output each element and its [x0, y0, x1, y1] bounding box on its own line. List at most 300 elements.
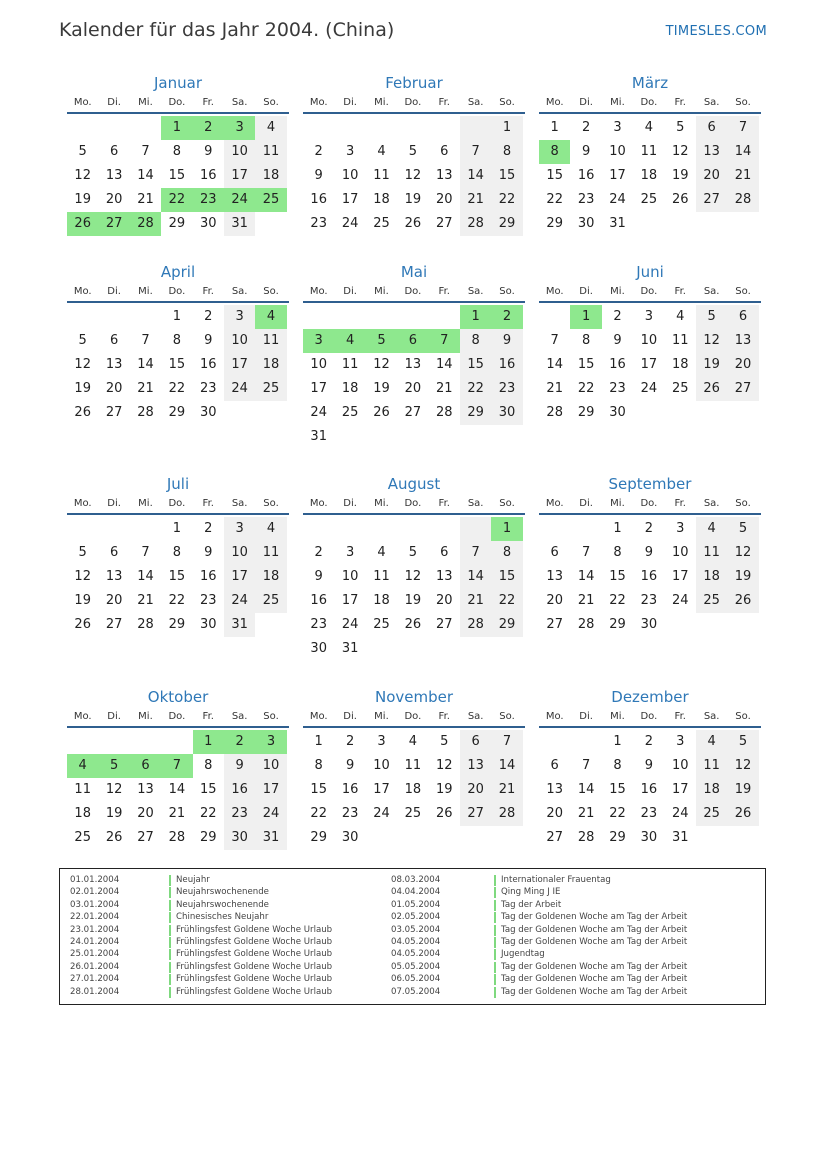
day-cell: 10 — [255, 754, 286, 778]
day-cell: 7 — [141, 545, 150, 560]
day-cell: 5 — [440, 734, 449, 749]
holiday-row — [70, 912, 390, 924]
weekday-header — [539, 283, 761, 303]
day-cell: 16 — [640, 782, 658, 797]
holiday-date: 26.01.2004 — [70, 961, 120, 972]
weekday-label: Mo. — [309, 711, 328, 722]
month-oktober — [67, 686, 289, 850]
day-cell: 25 — [671, 381, 689, 396]
day-cell: 17 — [224, 164, 255, 188]
holiday-day-cell: 3 — [303, 329, 334, 353]
day-cell: 16 — [199, 168, 217, 183]
day-cell: 2 — [314, 545, 323, 560]
holiday-row — [70, 925, 390, 937]
weekday-label: Fr. — [438, 711, 450, 722]
day-cell: 30 — [640, 617, 658, 632]
day-cell: 20 — [435, 593, 453, 608]
weekday-label: Sa. — [467, 711, 484, 722]
holiday-day-cell: 26 — [67, 212, 98, 236]
holiday-day-cell: 2 — [193, 116, 224, 140]
day-cell: 7 — [460, 541, 491, 565]
weekday-label: Do. — [404, 97, 422, 108]
weekday-label: So. — [263, 711, 279, 722]
day-cell: 18 — [373, 593, 390, 608]
day-cell: 14 — [137, 168, 154, 183]
weekday-label: Do. — [404, 286, 422, 297]
weekday-label: Di. — [579, 286, 593, 297]
day-cell: 18 — [74, 806, 91, 821]
weekday-label: So. — [735, 97, 751, 108]
day-grid — [539, 517, 761, 637]
day-cell: 10 — [224, 329, 255, 353]
day-cell: 26 — [105, 830, 123, 845]
day-grid — [303, 730, 525, 850]
day-cell: 15 — [168, 357, 186, 372]
day-cell: 29 — [199, 830, 217, 845]
month-title: Januar — [154, 74, 202, 92]
weekday-header — [539, 708, 761, 728]
holiday-row — [391, 987, 761, 999]
weekday-label: Do. — [640, 286, 658, 297]
day-cell: 28 — [137, 405, 154, 420]
empty-day-cell — [397, 116, 428, 140]
day-grid — [67, 305, 289, 425]
day-cell: 5 — [696, 305, 727, 329]
day-cell: 12 — [404, 569, 422, 584]
holiday-marker — [494, 900, 496, 911]
day-cell: 3 — [613, 120, 622, 135]
weekday-label: Mi. — [610, 97, 625, 108]
day-cell: 19 — [373, 381, 390, 396]
day-cell: 20 — [696, 164, 727, 188]
weekday-label: Mo. — [73, 498, 92, 509]
empty-day-cell — [397, 305, 428, 329]
page-title: Kalender für das Jahr 2004. (China) — [59, 19, 395, 41]
empty-day-cell — [727, 826, 758, 850]
day-cell: 4 — [644, 120, 653, 135]
holiday-name: Frühlingsfest Goldene Woche Urlaub — [176, 949, 333, 960]
day-cell: 24 — [609, 192, 626, 207]
day-cell: 22 — [609, 806, 626, 821]
day-cell: 21 — [137, 593, 154, 608]
day-cell: 4 — [408, 734, 417, 749]
weekday-label: Di. — [579, 498, 593, 509]
day-cell: 30 — [609, 405, 626, 420]
day-cell: 2 — [613, 309, 622, 324]
day-cell: 1 — [613, 521, 622, 536]
holiday-list — [59, 868, 766, 1005]
day-cell: 12 — [404, 168, 422, 183]
day-cell: 28 — [491, 802, 522, 826]
day-cell: 30 — [341, 830, 359, 845]
day-cell: 11 — [373, 168, 390, 183]
day-cell: 7 — [460, 140, 491, 164]
empty-day-cell — [334, 116, 365, 140]
empty-day-cell — [570, 517, 601, 541]
day-cell: 12 — [373, 357, 390, 372]
day-cell: 14 — [168, 782, 186, 797]
day-cell: 11 — [74, 782, 91, 797]
weekday-label: Sa. — [703, 97, 720, 108]
holiday-date: 01.01.2004 — [70, 875, 120, 885]
month-märz — [539, 72, 761, 236]
holiday-list-right — [391, 875, 761, 999]
empty-day-cell — [491, 637, 522, 661]
day-cell: 15 — [199, 782, 217, 797]
day-cell: 26 — [404, 617, 422, 632]
day-cell: 29 — [609, 617, 626, 632]
day-cell: 22 — [310, 806, 327, 821]
day-cell: 5 — [676, 120, 685, 135]
day-cell: 29 — [168, 617, 186, 632]
day-cell: 10 — [341, 569, 359, 584]
weekday-label: Di. — [107, 286, 121, 297]
empty-day-cell — [255, 212, 286, 236]
day-cell: 16 — [577, 168, 595, 183]
month-title: November — [374, 688, 454, 706]
day-cell: 26 — [671, 192, 689, 207]
empty-day-cell — [429, 425, 460, 449]
day-cell: 18 — [373, 192, 390, 207]
day-cell: 12 — [696, 329, 727, 353]
day-grid — [67, 517, 289, 637]
day-cell: 23 — [199, 381, 217, 396]
day-cell: 24 — [341, 216, 359, 231]
day-cell: 15 — [491, 565, 522, 589]
day-cell: 19 — [435, 782, 453, 797]
day-cell: 1 — [550, 120, 559, 135]
day-cell: 8 — [491, 140, 522, 164]
day-cell: 11 — [373, 569, 390, 584]
day-cell: 10 — [671, 758, 689, 773]
day-cell: 26 — [74, 617, 91, 632]
weekday-label: Di. — [107, 97, 121, 108]
holiday-name: Tag der Goldenen Woche am Tag der Arbeit — [501, 936, 688, 947]
weekday-label: Do. — [640, 711, 658, 722]
day-cell: 24 — [671, 806, 689, 821]
day-cell: 9 — [204, 333, 213, 348]
day-cell: 20 — [105, 192, 123, 207]
holiday-name: Frühlingsfest Goldene Woche Urlaub — [176, 936, 333, 947]
month-title: Mai — [400, 263, 428, 281]
day-cell: 27 — [546, 830, 563, 845]
day-cell: 30 — [199, 405, 217, 420]
holiday-day-cell: 1 — [491, 517, 522, 541]
day-cell: 29 — [491, 212, 522, 236]
empty-day-cell — [665, 212, 696, 236]
day-cell: 23 — [640, 593, 658, 608]
holiday-row — [391, 937, 761, 949]
day-cell: 19 — [105, 806, 123, 821]
empty-day-cell — [665, 613, 696, 637]
day-cell: 11 — [696, 541, 727, 565]
empty-day-cell — [224, 401, 255, 425]
day-cell: 12 — [671, 144, 689, 159]
holiday-day-cell: 7 — [161, 754, 192, 778]
day-cell: 31 — [224, 613, 255, 637]
holiday-row — [391, 962, 761, 974]
day-cell: 30 — [199, 216, 217, 231]
holiday-row — [391, 887, 761, 899]
day-cell: 19 — [74, 593, 91, 608]
weekday-label: Do. — [168, 711, 186, 722]
holiday-row — [391, 925, 761, 937]
weekday-label: Mo. — [73, 711, 92, 722]
weekday-label: Do. — [640, 97, 658, 108]
empty-day-cell — [67, 305, 98, 329]
weekday-label: Di. — [107, 498, 121, 509]
day-cell: 13 — [404, 357, 422, 372]
weekday-label: Fr. — [202, 498, 214, 509]
holiday-name: Frühlingsfest Goldene Woche Urlaub — [176, 986, 333, 997]
empty-day-cell — [366, 826, 397, 850]
brand-link[interactable]: TIMESLES.COM — [665, 24, 767, 39]
empty-day-cell — [429, 305, 460, 329]
day-cell: 6 — [550, 758, 559, 773]
day-cell: 7 — [491, 730, 522, 754]
day-cell: 4 — [255, 116, 286, 140]
day-cell: 25 — [255, 377, 286, 401]
day-cell: 17 — [341, 192, 359, 207]
holiday-day-cell: 22 — [161, 188, 192, 212]
holiday-day-cell: 7 — [429, 329, 460, 353]
day-cell: 19 — [671, 168, 689, 183]
weekday-label: So. — [499, 711, 515, 722]
day-cell: 6 — [460, 730, 491, 754]
empty-day-cell — [429, 517, 460, 541]
day-cell: 22 — [546, 192, 563, 207]
day-cell: 4 — [377, 144, 386, 159]
day-cell: 16 — [491, 353, 522, 377]
weekday-label: Mo. — [309, 97, 328, 108]
day-cell: 14 — [577, 782, 595, 797]
empty-day-cell — [334, 517, 365, 541]
day-cell: 16 — [199, 569, 217, 584]
day-cell: 23 — [491, 377, 522, 401]
day-cell: 30 — [310, 641, 327, 656]
holiday-marker — [494, 887, 496, 898]
holiday-marker — [494, 925, 496, 936]
day-cell: 13 — [435, 168, 453, 183]
day-cell: 1 — [172, 521, 181, 536]
day-cell: 20 — [404, 381, 422, 396]
weekday-label: Do. — [168, 97, 186, 108]
weekday-label: Mi. — [138, 97, 153, 108]
day-cell: 4 — [377, 545, 386, 560]
day-cell: 27 — [435, 617, 453, 632]
day-cell: 19 — [404, 593, 422, 608]
day-cell: 2 — [314, 144, 323, 159]
day-cell: 26 — [74, 405, 91, 420]
day-cell: 27 — [460, 802, 491, 826]
weekday-label: Di. — [343, 286, 357, 297]
day-cell: 17 — [341, 593, 359, 608]
weekday-header — [303, 495, 525, 515]
day-cell: 22 — [491, 188, 522, 212]
weekday-label: So. — [735, 286, 751, 297]
empty-day-cell — [570, 730, 601, 754]
holiday-date: 22.01.2004 — [70, 912, 120, 923]
empty-day-cell — [98, 305, 129, 329]
day-cell: 9 — [314, 569, 323, 584]
day-cell: 27 — [727, 377, 758, 401]
day-cell: 15 — [491, 164, 522, 188]
weekday-label: Sa. — [467, 498, 484, 509]
holiday-name: Qing Ming J IE — [501, 887, 561, 898]
day-cell: 8 — [613, 545, 622, 560]
day-cell: 21 — [460, 188, 491, 212]
day-cell: 28 — [137, 617, 154, 632]
holiday-day-cell: 5 — [366, 329, 397, 353]
day-cell: 29 — [168, 405, 186, 420]
month-februar — [303, 72, 525, 236]
day-cell: 25 — [696, 589, 727, 613]
day-cell: 27 — [435, 216, 453, 231]
holiday-day-cell: 1 — [570, 305, 601, 329]
weekday-label: Do. — [168, 498, 186, 509]
holiday-day-cell: 28 — [130, 212, 161, 236]
day-cell: 8 — [172, 545, 181, 560]
holiday-name: Tag der Goldenen Woche am Tag der Arbeit — [501, 986, 688, 997]
holiday-marker — [169, 925, 171, 936]
day-cell: 21 — [137, 192, 154, 207]
weekday-label: Di. — [343, 97, 357, 108]
holiday-marker — [169, 912, 171, 923]
weekday-label: Mi. — [374, 97, 389, 108]
empty-day-cell — [397, 637, 428, 661]
weekday-label: Mo. — [545, 498, 564, 509]
weekday-header — [303, 708, 525, 728]
weekday-label: Mo. — [73, 286, 92, 297]
weekday-label: Di. — [579, 97, 593, 108]
empty-day-cell — [727, 613, 758, 637]
day-cell: 5 — [78, 545, 87, 560]
day-cell: 8 — [581, 333, 591, 348]
day-cell: 28 — [577, 617, 595, 632]
empty-day-cell — [429, 826, 460, 850]
day-cell: 24 — [373, 806, 390, 821]
empty-day-cell — [130, 517, 161, 541]
day-cell: 8 — [172, 144, 181, 159]
day-cell: 28 — [460, 613, 491, 637]
day-cell: 25 — [640, 192, 658, 207]
day-cell: 13 — [460, 754, 491, 778]
day-cell: 10 — [609, 144, 626, 159]
day-cell: 13 — [546, 782, 563, 797]
holiday-day-cell: 4 — [334, 329, 365, 353]
holiday-marker — [169, 962, 171, 973]
day-cell: 27 — [404, 405, 422, 420]
day-cell: 5 — [408, 545, 417, 560]
day-cell: 5 — [727, 517, 758, 541]
empty-day-cell — [429, 637, 460, 661]
day-cell: 18 — [255, 164, 286, 188]
empty-day-cell — [460, 425, 491, 449]
day-cell: 22 — [609, 593, 626, 608]
holiday-name: Tag der Goldenen Woche am Tag der Arbeit — [501, 924, 688, 935]
day-cell: 8 — [172, 333, 181, 348]
weekday-label: Di. — [343, 711, 357, 722]
weekday-label: Mi. — [138, 711, 153, 722]
day-cell: 17 — [310, 381, 327, 396]
weekday-label: So. — [263, 498, 279, 509]
day-cell: 25 — [74, 830, 91, 845]
holiday-day-cell: 3 — [255, 730, 286, 754]
empty-day-cell — [303, 305, 334, 329]
weekday-header — [67, 495, 289, 515]
day-cell: 14 — [137, 357, 154, 372]
weekday-label: So. — [263, 97, 279, 108]
holiday-name: Frühlingsfest Goldene Woche Urlaub — [176, 961, 333, 972]
day-cell: 17 — [671, 782, 689, 797]
empty-day-cell — [696, 212, 727, 236]
day-cell: 10 — [341, 168, 359, 183]
weekday-label: Mi. — [138, 286, 153, 297]
weekday-label: Fr. — [202, 286, 214, 297]
day-cell: 21 — [137, 381, 154, 396]
day-cell: 3 — [377, 734, 386, 749]
holiday-marker — [494, 987, 496, 998]
empty-day-cell — [696, 401, 727, 425]
day-cell: 30 — [199, 617, 217, 632]
day-cell: 2 — [204, 521, 213, 536]
day-cell: 21 — [168, 806, 186, 821]
holiday-date: 05.05.2004 — [391, 961, 441, 972]
day-cell: 10 — [671, 545, 689, 560]
day-cell: 28 — [460, 212, 491, 236]
empty-day-cell — [665, 401, 696, 425]
day-cell: 9 — [345, 758, 355, 773]
weekday-label: Mi. — [138, 498, 153, 509]
day-cell: 17 — [224, 353, 255, 377]
holiday-marker — [494, 875, 496, 886]
empty-day-cell — [67, 517, 98, 541]
day-grid — [539, 730, 761, 850]
day-cell: 9 — [644, 545, 653, 560]
holiday-marker — [494, 912, 496, 923]
empty-day-cell — [67, 730, 98, 754]
month-januar — [67, 72, 289, 236]
day-cell: 18 — [696, 565, 727, 589]
day-cell: 22 — [168, 381, 186, 396]
day-cell: 21 — [577, 806, 595, 821]
day-cell: 13 — [727, 329, 758, 353]
holiday-date: 23.01.2004 — [70, 924, 120, 935]
day-cell: 20 — [460, 778, 491, 802]
holiday-day-cell: 23 — [193, 188, 224, 212]
day-cell: 1 — [613, 734, 622, 749]
holiday-date: 07.05.2004 — [391, 986, 441, 997]
empty-day-cell — [397, 517, 428, 541]
day-cell: 12 — [727, 541, 758, 565]
day-cell: 8 — [491, 541, 522, 565]
day-cell: 17 — [609, 168, 626, 183]
day-cell: 4 — [676, 309, 685, 324]
day-cell: 31 — [310, 429, 327, 444]
holiday-day-cell: 3 — [224, 116, 255, 140]
holiday-date: 08.03.2004 — [391, 875, 441, 885]
day-cell: 30 — [491, 401, 522, 425]
holiday-day-cell: 6 — [130, 754, 161, 778]
month-title: April — [160, 263, 196, 281]
day-cell: 30 — [577, 216, 595, 231]
empty-day-cell — [539, 517, 570, 541]
holiday-row — [70, 949, 390, 961]
holiday-marker — [169, 900, 171, 911]
day-cell: 4 — [255, 517, 286, 541]
empty-day-cell — [539, 305, 570, 329]
holiday-date: 28.01.2004 — [70, 986, 120, 997]
